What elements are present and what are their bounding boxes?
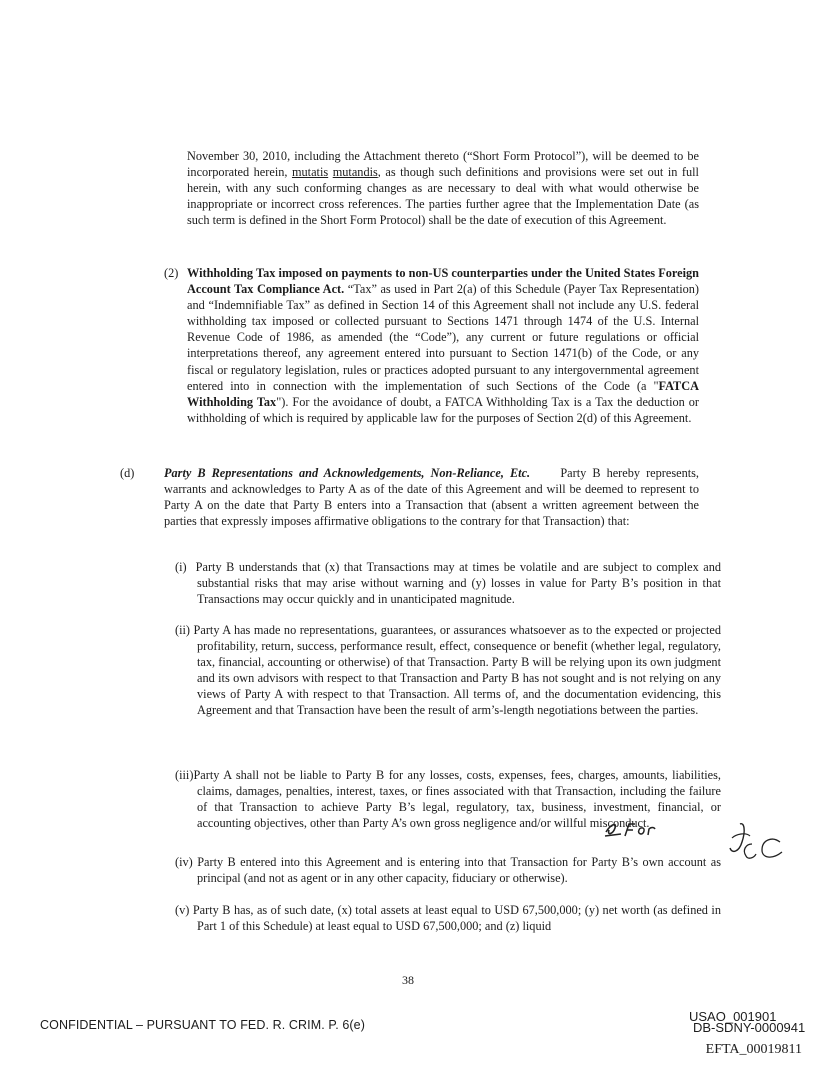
list-item-i: [175, 559, 721, 607]
intro-text-b: , as though such definitions and provisions were set out in full herein, with any such conforming changes as are necessary to deal with what would otherwise be inappropriate or incorrect cross references. The parties further agree that the Implementation Date (as such term is defined in the Short Form Protocol) shall be the date of execution of this Agreement.: [187, 165, 699, 228]
item-label: (ii): [175, 623, 191, 637]
fatca-defined-term: FATCA Withholding Tax: [187, 378, 699, 409]
usao-stamp: USAO_001901: [689, 1009, 777, 1024]
item-label: (v): [175, 903, 190, 917]
item-text: Party B has, as of such date, (x) total assets at least equal to USD 67,500,000; (y) net worth (as defined in Part 1 of this Schedule) at least equal to USD 67,500,000; and (z) liquid: [192, 903, 721, 934]
item-text: Party B understands that (x) that Transactions may at times be volatile and are subject to complex and substantial risks that may arise without warning and (y) losses in value for Party B’s position in that Transactions may occur quickly and in unanticipated magnitude.: [195, 560, 722, 607]
section-2-paragraph: [187, 265, 699, 426]
item-label: (i): [175, 560, 187, 574]
item-label: (iv): [175, 855, 193, 869]
section-2-heading: Withholding Tax imposed on payments to non-US counterparties under the United States Foreign Account Tax Compliance Act.: [187, 266, 699, 297]
intro-text-a: November 30, 2010, including the Attachment thereto (“Short Form Protocol”), will be deemed to be incorporated herein,: [187, 149, 699, 180]
section-2-body-a: “Tax” as used in Part 2(a) of this Schedule (Payer Tax Representation) and “Indemnifiable Tax” as defined in Section 14 of this Agreement shall not include any U.S. federal withholding tax imposed or collected pursuant to Sections 1471 through 1474 of the U.S. Internal Revenue Code of 1986, as amended (the “Code”), any current or future regulations or official interpretations thereof, any agreement entered into pursuant to Section 1471(b) of the Code, or any fiscal or regulatory legislation, rules or practices adopted pursuant to any intergovernmental agreement entered into in connection with the implementation of such Sections of the Code (a ": [187, 282, 700, 393]
list-item-iv: [175, 854, 721, 886]
efta-stamp: EFTA_00019811: [705, 1042, 802, 1057]
section-d-heading: Party B Representations and Acknowledgements, Non-Reliance, Etc.: [164, 466, 531, 480]
item-text: Party A has made no representations, guarantees, or assurances whatsoever as to the expected or projected profitability, return, success, performance result, effect, consequence or benefit (whether legal, regulatory, tax, financial, accounting or otherwise) of that Transaction. Party B will be relying upon its own judgment and its own advisors with respect to that Transaction and Party B has not sought and is not relying on any views of Party A with respect to that Transaction. All terms of, and the documentation evidencing, this Agreement and that Transaction have been the result of arm’s-length negotiations between the parties.: [193, 623, 721, 718]
handwritten-margin-note: [603, 818, 663, 840]
list-item-ii: [175, 622, 721, 719]
sdny-stamp: DB-SDNY-0000941: [693, 1020, 806, 1035]
list-item-v: [175, 902, 721, 934]
confidential-footer: CONFIDENTIAL – PURSUANT TO FED. R. CRIM. P. 6(e): [40, 1018, 365, 1032]
section-d-paragraph: [164, 465, 699, 529]
item-text: Party A shall not be liable to Party B for any losses, costs, expenses, fees, charges, amounts, liabilities, claims, damages, penalties, interest, taxes, or fines associated with that Transaction, including the failure of that Transaction to achieve Party B’s legal, regulatory, tax, business, investment, financial, or accounting objectives, other than Party A’s own gross negligence and/or willful misconduct.: [193, 768, 721, 831]
intro-paragraph: [187, 148, 699, 228]
section-2-body-b: "). For the avoidance of doubt, a FATCA Withholding Tax is a Tax the deduction or withholding of which is required by applicable law for the purposes of Section 2(d) of this Agreement.: [187, 394, 699, 425]
section-d-body: Party B hereby represents, warrants and acknowledges to Party A as of the date of this Agreement and will be deemed to represent to Party A on the date that Party B enters into a Transaction that (absent a written agreement between the parties that expressly imposes affirmative obligations to the contrary for that Transaction) that:: [164, 466, 699, 529]
section-2-number: (2): [164, 266, 179, 280]
item-label: (iii): [175, 768, 194, 782]
handwritten-initials: [722, 818, 792, 868]
item-text: Party B entered into this Agreement and is entering into that Transaction for Party B’s own account as principal (and not as agent or in any other capacity, fiduciary or otherwise).: [197, 855, 721, 886]
mutatis-term: mutatis: [291, 165, 329, 180]
section-d-label: (d): [120, 466, 135, 480]
mutandis-term: mutandis: [332, 165, 378, 180]
page-number: 38: [402, 973, 414, 987]
